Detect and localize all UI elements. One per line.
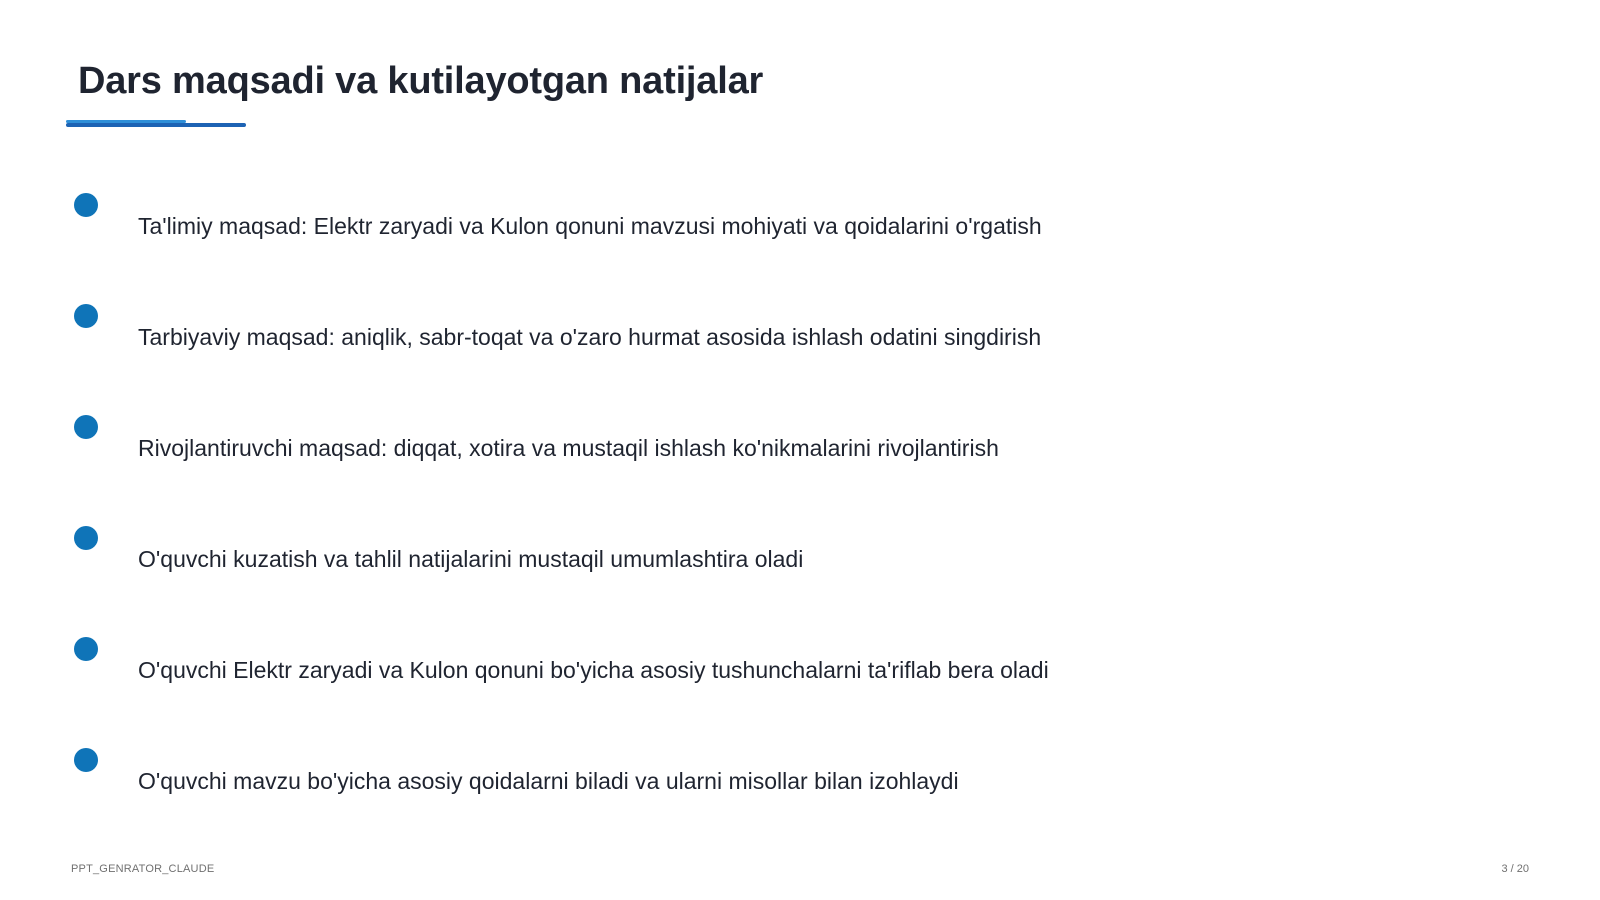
bullet-text: O'quvchi kuzatish va tahlil natijalarini mustaqil umumlashtira oladi	[138, 546, 804, 572]
footer-source: PPT_GENRATOR_CLAUDE	[71, 863, 215, 875]
bullet-text: Ta'limiy maqsad: Elektr zaryadi va Kulon qonuni mavzusi mohiyati va qoidalarini o'rgatish	[138, 213, 1042, 239]
bullet-dot-icon	[74, 304, 98, 328]
bullet-dot-icon	[74, 637, 98, 661]
list-item	[0, 415, 1600, 515]
list-item	[0, 526, 1600, 626]
list-item	[0, 748, 1600, 848]
bullet-text: Rivojlantiruvchi maqsad: diqqat, xotira va mustaqil ishlash ko'nikmalarini rivojlantirish	[138, 435, 999, 461]
bullet-text: Tarbiyaviy maqsad: aniqlik, sabr-toqat va o'zaro hurmat asosida ishlash odatini singdirish	[138, 324, 1042, 350]
bullet-dot-icon	[74, 193, 98, 217]
slide-title: Dars maqsadi va kutilayotgan natijalar	[78, 60, 764, 102]
list-item	[0, 304, 1600, 404]
bullet-text: O'quvchi mavzu bo'yicha asosiy qoidalarni biladi va ularni misollar bilan izohlaydi	[138, 768, 959, 794]
bullet-dot-icon	[74, 526, 98, 550]
bullet-dot-icon	[74, 415, 98, 439]
list-item	[0, 637, 1600, 737]
list-item	[0, 193, 1600, 293]
bullet-text: O'quvchi Elektr zaryadi va Kulon qonuni bo'yicha asosiy tushunchalarni ta'riflab bera oladi	[138, 657, 1049, 683]
page-number: 3 / 20	[1501, 863, 1529, 875]
bullet-dot-icon	[74, 748, 98, 772]
